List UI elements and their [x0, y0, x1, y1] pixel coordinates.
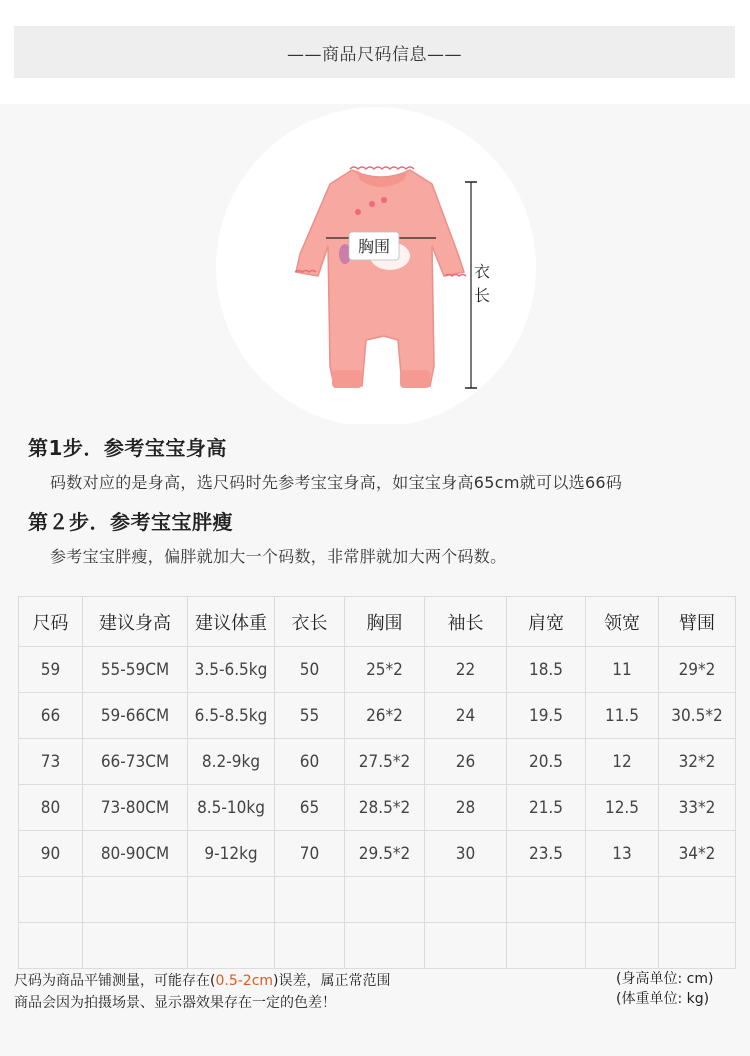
- table-cell: [275, 923, 345, 969]
- table-cell: 21.5: [507, 785, 586, 831]
- table-header-row: [19, 597, 736, 647]
- table-cell: [425, 877, 507, 923]
- note-highlight: 0.5-2cm: [215, 973, 274, 989]
- step-1-desc: 码数对应的是身高，选尺码时先参考宝宝身高，如宝宝身高65cm就可以选66码: [50, 473, 623, 492]
- table-cell: 66: [19, 693, 83, 739]
- table-cell: 59: [19, 647, 83, 693]
- table-cell: 55: [275, 693, 345, 739]
- table-row: [19, 831, 736, 877]
- table-cell: 50: [275, 647, 345, 693]
- table-row: [19, 785, 736, 831]
- table-cell: [345, 923, 425, 969]
- size-table: [18, 596, 736, 969]
- unit-height: (身高单位: cm): [616, 971, 714, 987]
- table-cell: [425, 923, 507, 969]
- header-cell: 领宽: [586, 597, 659, 647]
- table-cell: [188, 877, 275, 923]
- table-cell: 29.5*2: [345, 831, 425, 877]
- garment-illustration: [0, 104, 750, 424]
- table-cell: 26*2: [345, 693, 425, 739]
- header-cell: 衣长: [275, 597, 345, 647]
- table-cell: 33*2: [659, 785, 736, 831]
- length-label-2: 长: [473, 286, 491, 305]
- header-cell: 建议身高: [83, 597, 188, 647]
- table-row: [19, 693, 736, 739]
- table-cell: 32*2: [659, 739, 736, 785]
- table-cell: [275, 877, 345, 923]
- table-cell: 70: [275, 831, 345, 877]
- note-line-2: 商品会因为拍摄场景、显示器效果存在一定的色差！: [14, 995, 336, 1011]
- table-row: [19, 647, 736, 693]
- table-cell: 27.5*2: [345, 739, 425, 785]
- note-line-1-post: )误差，属正常范围: [273, 973, 391, 989]
- header-cell: 尺码: [19, 597, 83, 647]
- table-cell: [19, 923, 83, 969]
- chest-label: 胸围: [357, 237, 391, 256]
- table-cell: 18.5: [507, 647, 586, 693]
- table-cell: 11: [586, 647, 659, 693]
- table-cell: 73-80CM: [83, 785, 188, 831]
- table-cell: [188, 923, 275, 969]
- step-1-title: 第1步．参考宝宝身高: [28, 436, 227, 460]
- table-cell: [83, 923, 188, 969]
- header-cell: 胸围: [345, 597, 425, 647]
- table-cell: 6.5-8.5kg: [188, 693, 275, 739]
- table-cell: 19.5: [507, 693, 586, 739]
- note-line-1-pre: 尺码为商品平铺测量，可能存在(: [14, 973, 216, 989]
- unit-weight: (体重单位: kg): [616, 991, 710, 1007]
- table-cell: 12.5: [586, 785, 659, 831]
- table-cell: 34*2: [659, 831, 736, 877]
- table-cell: [507, 877, 586, 923]
- table-cell: 80: [19, 785, 83, 831]
- table-cell: 8.5-10kg: [188, 785, 275, 831]
- table-cell: 30.5*2: [659, 693, 736, 739]
- table-cell: 23.5: [507, 831, 586, 877]
- table-cell: 73: [19, 739, 83, 785]
- table-cell: 22: [425, 647, 507, 693]
- table-cell: 8.2-9kg: [188, 739, 275, 785]
- table-cell: 90: [19, 831, 83, 877]
- table-cell: 60: [275, 739, 345, 785]
- note-line-1: [14, 970, 391, 990]
- table-cell: 24: [425, 693, 507, 739]
- table-cell: 26: [425, 739, 507, 785]
- table-cell: 20.5: [507, 739, 586, 785]
- table-cell: [83, 877, 188, 923]
- table-cell: [345, 877, 425, 923]
- table-cell: 59-66CM: [83, 693, 188, 739]
- table-row: [19, 923, 736, 969]
- table-cell: [19, 877, 83, 923]
- header-cell: 建议体重: [188, 597, 275, 647]
- step-2-title: 第２步．参考宝宝胖瘦: [28, 510, 233, 534]
- table-cell: 25*2: [345, 647, 425, 693]
- table-cell: 66-73CM: [83, 739, 188, 785]
- table-cell: 80-90CM: [83, 831, 188, 877]
- table-cell: 13: [586, 831, 659, 877]
- table-cell: 11.5: [586, 693, 659, 739]
- table-cell: 29*2: [659, 647, 736, 693]
- table-cell: [586, 877, 659, 923]
- table-row: [19, 739, 736, 785]
- table-cell: 55-59CM: [83, 647, 188, 693]
- table-cell: [586, 923, 659, 969]
- main-panel: [0, 104, 750, 1056]
- table-row: [19, 877, 736, 923]
- table-cell: 30: [425, 831, 507, 877]
- header-cell: 肩宽: [507, 597, 586, 647]
- length-label-1: 衣: [473, 262, 491, 281]
- header-cell: 袖长: [425, 597, 507, 647]
- table-cell: 28.5*2: [345, 785, 425, 831]
- header-title: ——商品尺码信息——: [287, 44, 462, 65]
- table-cell: 9-12kg: [188, 831, 275, 877]
- table-cell: [659, 877, 736, 923]
- table-cell: 12: [586, 739, 659, 785]
- header-cell: 臂围: [659, 597, 736, 647]
- table-cell: 28: [425, 785, 507, 831]
- table-cell: 65: [275, 785, 345, 831]
- table-cell: [507, 923, 586, 969]
- table-cell: 3.5-6.5kg: [188, 647, 275, 693]
- header-bar: [14, 26, 735, 78]
- table-cell: [659, 923, 736, 969]
- step-2-desc: 参考宝宝胖瘦，偏胖就加大一个码数，非常胖就加大两个码数。: [50, 547, 507, 566]
